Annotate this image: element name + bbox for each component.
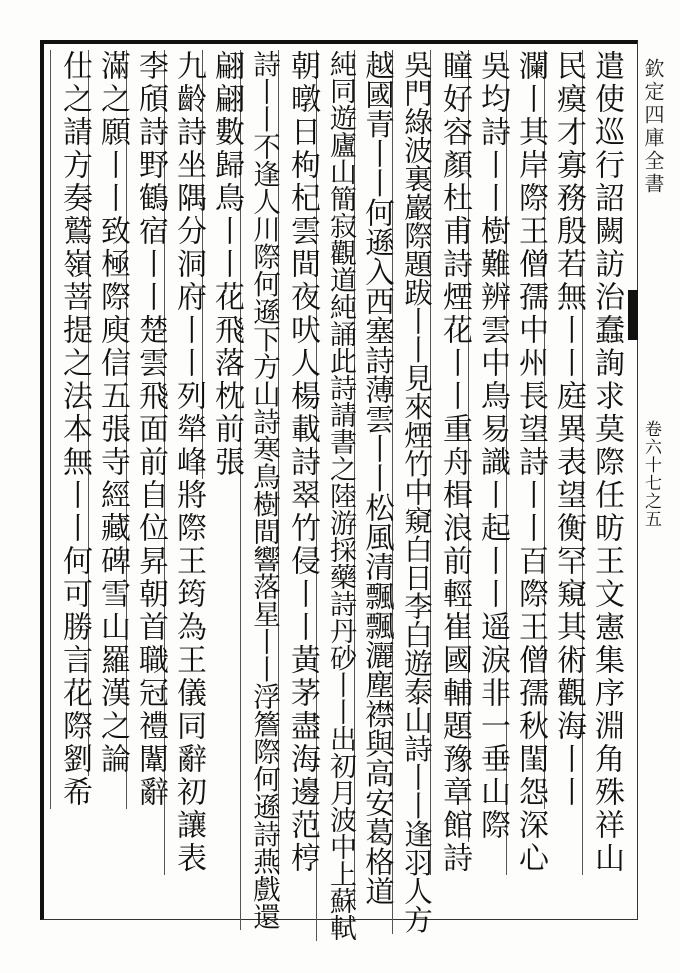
edge-tab	[628, 290, 638, 340]
text-column: 瞳好容顏杜甫詩煙花丨丨重舟楫浪前輕崔國輔題豫章館詩	[430, 50, 477, 875]
text-column: 李頎詩野鶴宿丨丨楚雲飛面前自位昇朝首職冠禮闈辭	[126, 50, 173, 809]
text-column: 九齡詩坐隅分洞府丨丨列犖峰將際王筠為王儀同辭初讓表	[164, 50, 211, 875]
text-column: 詩丨丨不逢人川際何遜下方山詩寒鳥樹間響落星丨丨浮簷際何遜詩燕戲還	[240, 50, 287, 930]
text-column: 越國青丨丨何遜入西塞詩薄雲丨丨松風清飄飄灑塵襟與高安葛格道	[354, 50, 401, 906]
text-column: 遣使巡行詔闕訪治蠢詢求莫際任昉王文憲集序淵角殊祥山	[582, 50, 629, 875]
text-column: 吳門綠波裏巖際題跋丨丨見來煙竹中窺白日李白遊泰山詩丨丨逢羽人方	[392, 50, 439, 934]
text-column: 翩翩數歸鳥丨丨花飛落枕前張	[202, 50, 249, 479]
text-column: 純同遊廬山簡寂觀道純誦此詩請書之陸游採藥詩丹砂丨丨出初月波中上蘇軾	[316, 50, 363, 941]
text-column: 瀾丨其岸際王僧孺中州長望詩丨丨百際王僧孺秋閨怨深心	[506, 50, 553, 875]
text-column: 民瘼才寡務殷若無丨丨庭異表望衡罕窺其術觀海丨丨	[544, 50, 591, 809]
book-title: 欽定四庫全書	[641, 58, 665, 196]
text-column: 吳均詩丨丨樹難辨雲中鳥易識丨起丨丨遥淚非一垂山際	[468, 50, 515, 842]
text-column: 朝暾日枸杞雲間夜吠人楊載詩翠竹侵丨丨黃茅盡海邊范梈	[278, 50, 325, 875]
text-column: 滿之願丨丨致極際庾信五張寺經藏碑雪山羅漢之論	[88, 50, 135, 776]
text-column: 仕之請方奏鷲嶺菩提之法本無丨丨何可勝言花際劉希	[50, 50, 97, 809]
volume-label: 卷六十七之五	[641, 420, 661, 528]
